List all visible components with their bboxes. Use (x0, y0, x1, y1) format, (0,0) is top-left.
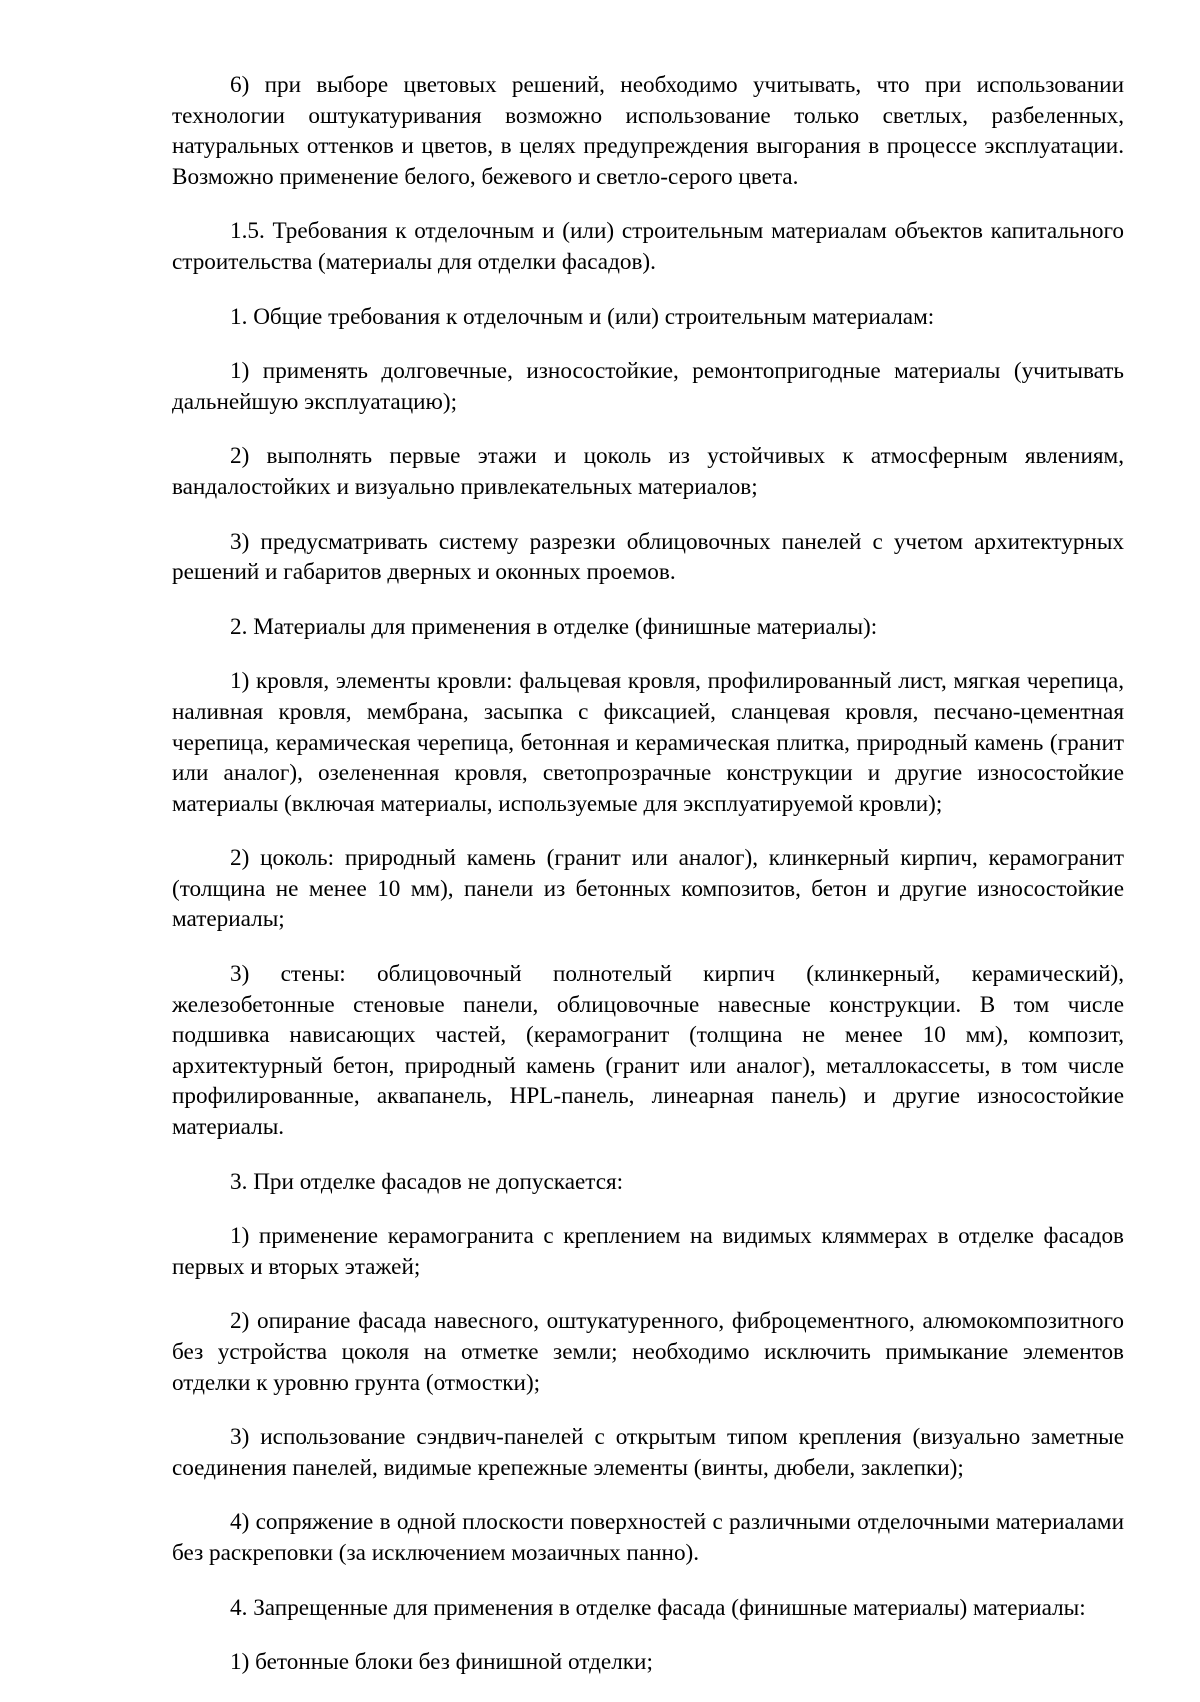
paragraph: 1) бетонные блоки без финишной отделки; (230, 1649, 653, 1676)
paragraph: 2. Материалы для применения в отделке (финишные материалы): (230, 613, 878, 640)
paragraph: 2) выполнять первые этажи и цоколь из устойчивых к атмосферным явлениям, вандалостойких и визуально привлекательных материалов; (172, 443, 1124, 500)
document-body (172, 70, 1124, 1702)
paragraph: 1) применять долговечные, износостойкие, ремонтопригодные материалы (учитывать дальнейшую эксплуатацию); (172, 358, 1124, 415)
paragraph: 3) предусматривать систему разрезки облицовочных панелей с учетом архитектурных решений и габаритов дверных и оконных проемов. (172, 528, 1124, 586)
paragraph: 3) использование сэндвич-панелей с открытым типом крепления (визуально заметные соединения панелей, видимые крепежные элементы (винты, дюбели, заклепки); (172, 1424, 1124, 1481)
paragraph: 3. При отделке фасадов не допускается: (230, 1168, 624, 1195)
paragraph: 4) сопряжение в одной плоскости поверхностей с различными отделочными материалами без раскреповки (за исключением мозаичных панно). (172, 1509, 1124, 1566)
paragraph: 6) при выборе цветовых решений, необходимо учитывать, что при использовании технологии оштукатуривания возможно использование только светлых, разбеленных, натуральных оттенков и цветов, в целях предупреждения выгорания в процессе эксплуатации. Возможно применение белого, бежевого и светло-серого цвета. (172, 72, 1124, 190)
paragraph: 1. Общие требования к отделочным и (или) строительным материалам: (230, 303, 935, 330)
paragraph: 2) цоколь: природный камень (гранит или аналог), клинкерный кирпич, керамогранит (толщина не менее 10 мм), панели из бетонных композитов, бетон и другие износостойкие материалы; (172, 845, 1124, 933)
paragraph: 2) опирание фасада навесного, оштукатуренного, фиброцементного, алюмокомпозитного без устройства цоколя на отметке земли; необходимо исключить примыкание элементов отделки к уровню грунта (отмостки); (172, 1308, 1124, 1396)
paragraph: 4. Запрещенные для применения в отделке фасада (финишные материалы) материалы: (230, 1594, 1086, 1621)
paragraph: 1) кровля, элементы кровли: фальцевая кровля, профилированный лист, мягкая черепица, наливная кровля, мембрана, засыпка с фиксацией, сланцевая кровля, песчано-цементная черепица, керамическая черепица, бетонная и керамическая плитка, природный камень (гранит или аналог), озелененная кровля, светопрозрачные конструкции и другие износостойкие материалы (включая материалы, используемые для эксплуатируемой кровли); (172, 668, 1124, 817)
paragraph: 3) стены: облицовочный полнотелый кирпич (клинкерный, керамический), железобетонные стеновые панели, облицовочные навесные конструкции. В том числе подшивка нависающих частей, (керамогранит (толщина не менее 10 мм), композит, архитектурный бетон, природный камень (гранит или аналог), металлокассеты, в том числе профилированные, аквапанель, HPL-панель, линеарная панель) и другие износостойкие материалы. (172, 961, 1124, 1141)
paragraph: 1) применение керамогранита с креплением на видимых кляммерах в отделке фасадов первых и вторых этажей; (172, 1223, 1124, 1280)
paragraph: 1.5. Требования к отделочным и (или) строительным материалам объектов капитального строительства (материалы для отделки фасадов). (172, 218, 1124, 275)
